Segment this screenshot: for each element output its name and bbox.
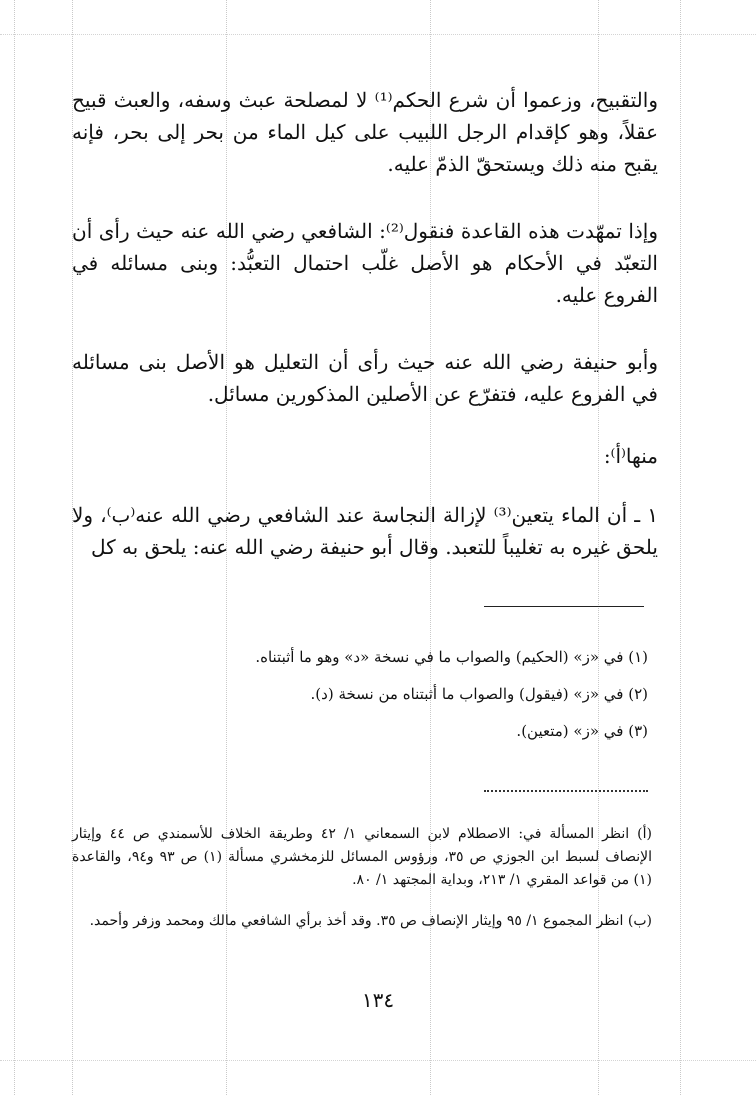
paragraph-4: منها⁽أ⁾: bbox=[603, 444, 658, 468]
paragraph-5: ١ ـ أن الماء يتعين⁽³⁾ لإزالة النجاسة عند الشافعي رضي الله عنه⁽ب⁾، ولا يلحق غيره به تغليباً للتعبد. وقال أبو حنيفة رضي الله عنه: يلحق به كل bbox=[72, 503, 658, 559]
scan-guide-line bbox=[680, 0, 681, 1095]
critical-note-1: (١) في «ز» (الحكيم) والصواب ما في نسخة «د» وهو ما أثبتناه. bbox=[255, 648, 648, 666]
critical-note-2: (٢) في «ز» (فيقول) والصواب ما أثبتناه من نسخة (د). bbox=[310, 685, 648, 703]
paragraph-3: وأبو حنيفة رضي الله عنه حيث رأى أن التعليل هو الأصل بنى مسائله في الفروع عليه، فتفرّع عن الأصلين المذكورين مسائل. bbox=[72, 350, 658, 406]
scan-guide-line bbox=[0, 34, 756, 35]
scan-guide-line bbox=[0, 1060, 756, 1061]
footnote-b: (ب) انظر المجموع ١/ ٩٥ وإيثار الإنصاف ص ٣٥. وقد أخذ برأي الشافعي مالك ومحمد وزفر وأحمد. bbox=[89, 913, 652, 929]
footnote-a: (أ) انظر المسألة في: الاصطلام لابن السمعاني ١/ ٤٢ وطريقة الخلاف للأسمندي ص ٤٤ وإيثار الإنصاف لسبط ابن الجوزي ص ٣٥، ورؤوس المسائل للزمخشري مسألة (١) ص ٩٣ و٩٤، والقاعدة (١) من قواعد المقري ١/ ٢١٣، وبداية المجتهد ١/ ٨٠. bbox=[72, 826, 652, 888]
page-number: ١٣٤ bbox=[361, 988, 395, 1012]
scan-guide-line bbox=[14, 0, 15, 1095]
dotted-separator bbox=[484, 790, 648, 792]
footnote-separator bbox=[484, 606, 644, 607]
paragraph-1: والتقبيح، وزعموا أن شرع الحكم⁽¹⁾ لا لمصلحة عبث وسفه، والعبث قبيح عقلاً، وهو كإقدام الرجل اللبيب على كيل الماء من بحر إلى بحر، فإنه يقبح منه ذلك ويستحقّ الذمّ عليه. bbox=[72, 88, 658, 176]
paragraph-2: وإذا تمهّدت هذه القاعدة فنقول⁽²⁾: الشافعي رضي الله عنه حيث رأى أن التعبّد في الأحكام هو الأصل غلّب احتمال التعبُّد: وبنى مسائله في الفروع عليه. bbox=[72, 219, 658, 307]
critical-note-3: (٣) في «ز» (متعين). bbox=[516, 722, 648, 740]
